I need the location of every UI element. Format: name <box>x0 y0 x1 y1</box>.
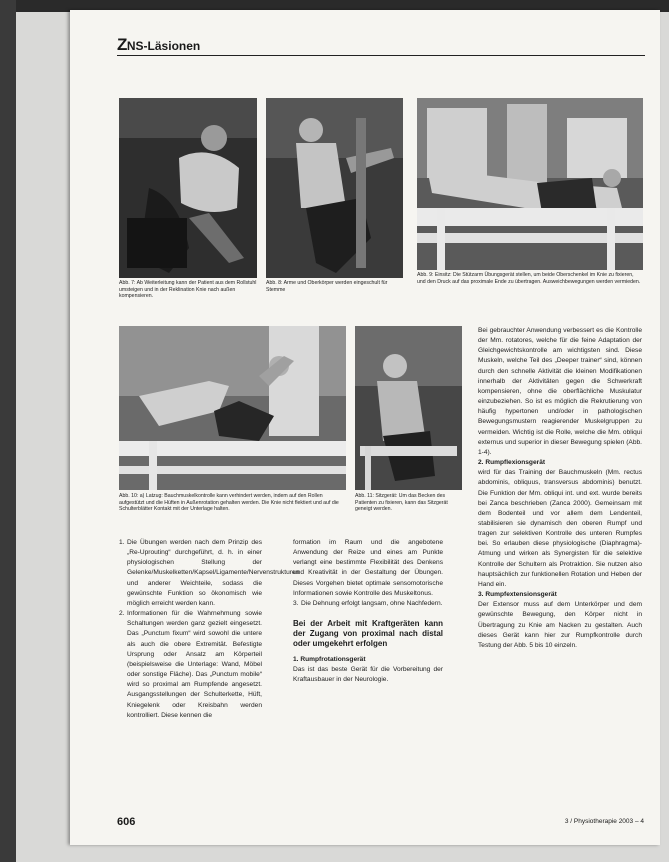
subsection-label: 1. Rumpfrotationsgerät <box>293 656 366 664</box>
list-item-text: Die Übungen werden nach dem Prinzip des „Re-Uprouting“ durchgeführt, d. h. in einer physiologischen Stellung der Gelenke/Muskelketten/Kapsel/Ligamente/Nervenstrukturen und anderer Weichteile, sodass die gewünschte Funktion so ökonomisch wie möglich erreicht werden kann. <box>127 539 300 607</box>
caption-abb9: Abb. 9: Einsitz: Die Stützarm Übungsgerät stellen, um beide Oberschenkel im Knie zu fixieren, und den Druck auf das proximale Ende zu übertragen. Ausweichbewegungen werden vermieden. <box>417 272 641 285</box>
header-initial: Z <box>117 35 127 54</box>
list-item-number: 2. <box>119 610 125 618</box>
photo-abb9 <box>417 98 643 270</box>
photo-abb11 <box>355 326 462 490</box>
photo-abb8 <box>266 98 403 278</box>
caption-abb8: Abb. 8: Arme und Oberkörper werden eingeschult für Stemme <box>266 280 388 293</box>
photo-abb7 <box>119 98 257 278</box>
numbered-list <box>119 538 300 721</box>
list-item-text: Informationen für die Wahrnehmung sowie Schaltungen werden ganz gezielt eingesetzt. Das „Punctum fixum“ wird sowohl die untere als auch die obere Extremität. Befestigte Ursprung oder Ansatz am Körperteil (beispielsweise die Unterlage: Wand, Möbel oder sonstige Fläche). Das „Punctum mobile“ wird so proximal am Rumpfende angesetzt. Ausgangsstellungen der Schulterkette, Hüft, Kniegelenk oder Kreisbahn werden kontrolliert. Diese kennen die <box>127 610 262 719</box>
list-item <box>119 609 262 721</box>
caption-abb7: Abb. 7: Ab Weiterleitung kann der Patient aus dem Rollstuhl umsteigen und in der Reklination Knie nach außen kompensieren. <box>119 280 257 300</box>
paragraph: wird für das Training der Bauchmuskeln (Mm. rectus abdominis, obliquus, transversus abdominis) benutzt. Die Funktion der Mm. obliqui int. und ext. wurde bereits bei Zanca beschrieben (Zanca 2000). Gemeinsam mit dem Bodenteil und vor allem dem Lendenteil, stabilisieren sie dynamisch den oberen Rumpf und tragen zur selektiven Kontrolle des unteren Rumpfes bei. So erlauben diese physiologische (Diaphragma)-Atmung und wirken als Synergisten für die selektive Kontrolle der Schultern als Protraktion. Sie nutzen also hauptsächlich zur funktionellen Rotation und Heben der Hand ein. <box>478 469 642 588</box>
paragraph: Bei gebrauchter Anwendung verbessert es die Kontrolle der Mm. rotatores, welche für die feine Adaptation der Gleichgewichtskontrolle am wichtigsten sind. Diese Muskeln, welche Teil des „Deeper trainer“ sind, können durch den schnelle Aktivität die kleinen Modifikationen innerhalb der Aktivitäten gegen die Schwerkraft kompensieren, ohne die oberflächliche Muskulatur einzubeziehen. So ist es möglich die Rekrutierung von häufig hypertonen und/oder in pathologischen Bewegungsmustern reagierender Muskelgruppen zu vermeiden. Wichtig ist die Rolle, welche die Mm. obliqui externus und superior in dieser Bewegung spielen (Abb. 1-4). <box>478 327 642 456</box>
text-column-right <box>478 326 642 782</box>
header-title: NS-Läsionen <box>126 39 201 53</box>
list-item <box>119 538 300 609</box>
page-number: 606 <box>117 816 136 828</box>
photo-abb10 <box>119 326 346 490</box>
journal-footer: 3 / Physiotherapie 2003 – 4 <box>564 818 644 825</box>
section-heading: Bei der Arbeit mit Kraftgeräten kann der Zugang von proximal nach distal oder umgekehrt erfolgen <box>293 619 443 649</box>
text-column-middle <box>293 538 443 780</box>
text-column-left <box>119 538 300 780</box>
list-item-number: 1. <box>119 539 125 546</box>
list-item-number: 3. <box>293 599 299 607</box>
subsection-label: 3. Rumpfextensionsgerät <box>478 591 557 599</box>
list-item-text: Die Dehnung erfolgt langsam, ohne Nachfedern. <box>301 599 443 607</box>
scan-border-left <box>0 0 16 862</box>
numbered-list <box>293 599 443 609</box>
paragraph: Der Extensor muss auf dem Unterkörper und dem gewünschte Bewegung, den Körper nicht in Übertragung zu Knie am Nacken zu gestalten. Auch dieses Gerät kann hier zur Rumpfkontrolle durch Testung der Abb. 5 bis 10 einzeln. <box>478 601 642 649</box>
caption-abb10: Abb. 10: a) Latzug: Bauchmuskelkontrolle kann verhindert werden, indem auf den Rollen aufgestützt und die Hüften in Außenrotation gehalten werden. Die Knie nicht flektiert und auf die Schulterblätter Kontakt mit der Unterlage halten. <box>119 493 339 513</box>
paragraph: formation im Raum und die angebotene Anwendung der Reize und eines am Punkte verlangt eine bestimmte Flexibilität des Denkens und Kreativität in der Gestaltung der Übungen. Dieses Vorgehen bietet optimale sensomotorische Informationen sowie Kontrolle des Muskeltonus. <box>293 539 443 597</box>
paragraph: Das ist das beste Gerät für die Vorbereitung der Kraftausbauer in der Neurologie. <box>293 666 443 684</box>
list-item <box>293 599 443 609</box>
caption-abb11: Abb. 11: Sitzgerät: Um das Becken des Patienten zu fixieren, kann das Sitzgerät geneigt werden. <box>355 493 448 513</box>
journal-page <box>70 10 660 845</box>
section-header <box>117 35 645 56</box>
subsection-label: 2. Rumpflexionsgerät <box>478 459 546 467</box>
